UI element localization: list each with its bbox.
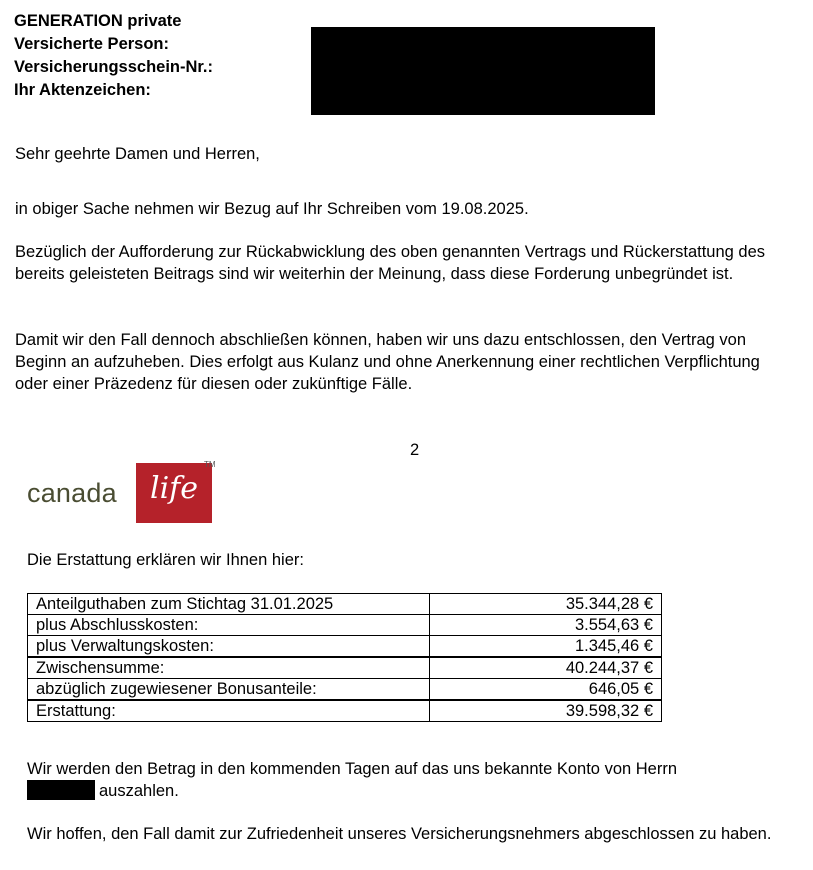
refund-amount: 35.344,28 € <box>430 594 662 615</box>
table-row <box>28 700 662 722</box>
header-policy-number-label: Versicherungsschein-Nr.: <box>14 58 213 76</box>
payment-line-2-wrapper <box>27 780 797 802</box>
table-row <box>28 636 662 658</box>
refund-amount: 646,05 € <box>430 679 662 701</box>
closing-paragraph: Wir hoffen, den Fall damit zur Zufriedenheit unseres Versicherungsnehmers abgeschlossen zu haben. <box>27 825 772 843</box>
logo-wordmark: canada <box>27 478 117 508</box>
salutation: Sehr geehrte Damen und Herren, <box>15 145 260 163</box>
table-row <box>28 615 662 636</box>
paragraph-goodwill: Damit wir den Fall dennoch abschließen können, haben wir uns dazu entschlossen, den Vertrag von Beginn an aufzuheben. Dies erfolgt aus Kulanz und ohne Anerkennung einer rechtlichen Verpflichtung oder einer Präzedenz für diesen oder zukünftige Fälle. <box>15 331 760 393</box>
paragraph-claim-rejection: Bezüglich der Aufforderung zur Rückabwicklung des oben genannten Vertrags und Rückerstattung des bereits geleisteten Beitrags sind wir weiterhin der Meinung, dass diese Forderung unbegründet ist. <box>15 243 766 283</box>
paragraph-payment <box>27 758 797 802</box>
logo-script-life: life <box>149 471 199 506</box>
header-company: GENERATION private <box>14 12 182 30</box>
refund-label: abzüglich zugewiesener Bonusanteile: <box>28 679 430 701</box>
refund-amount: 40.244,37 € <box>430 657 662 679</box>
header-block <box>14 10 314 102</box>
redaction-box-header <box>311 27 655 115</box>
canada-life-logo <box>27 460 227 530</box>
header-insured-person-label: Versicherte Person: <box>14 35 169 53</box>
table-row <box>28 657 662 679</box>
refund-amount: 39.598,32 € <box>430 700 662 722</box>
refund-table <box>27 593 662 722</box>
refund-label: Anteilguthaben zum Stichtag 31.01.2025 <box>28 594 430 615</box>
payment-line-1: Wir werden den Betrag in den kommenden Tagen auf das uns bekannte Konto von Herrn <box>27 760 678 778</box>
redaction-box-name <box>27 780 95 800</box>
refund-amount: 3.554,63 € <box>430 615 662 636</box>
table-row <box>28 594 662 615</box>
refund-label: plus Abschlusskosten: <box>28 615 430 636</box>
refund-label: Zwischensumme: <box>28 657 430 679</box>
refund-label: plus Verwaltungskosten: <box>28 636 430 658</box>
header-reference-label: Ihr Aktenzeichen: <box>14 81 151 99</box>
refund-amount: 1.345,46 € <box>430 636 662 658</box>
refund-label: Erstattung: <box>28 700 430 722</box>
logo-trademark: TM <box>204 460 216 469</box>
paragraph-reference: in obiger Sache nehmen wir Bezug auf Ihr Schreiben vom 19.08.2025. <box>15 200 529 218</box>
logo-red-box <box>136 463 212 523</box>
payment-line-2: auszahlen. <box>99 782 179 800</box>
table-row <box>28 679 662 701</box>
page-number: 2 <box>410 441 420 459</box>
refund-heading: Die Erstattung erklären wir Ihnen hier: <box>27 551 304 569</box>
